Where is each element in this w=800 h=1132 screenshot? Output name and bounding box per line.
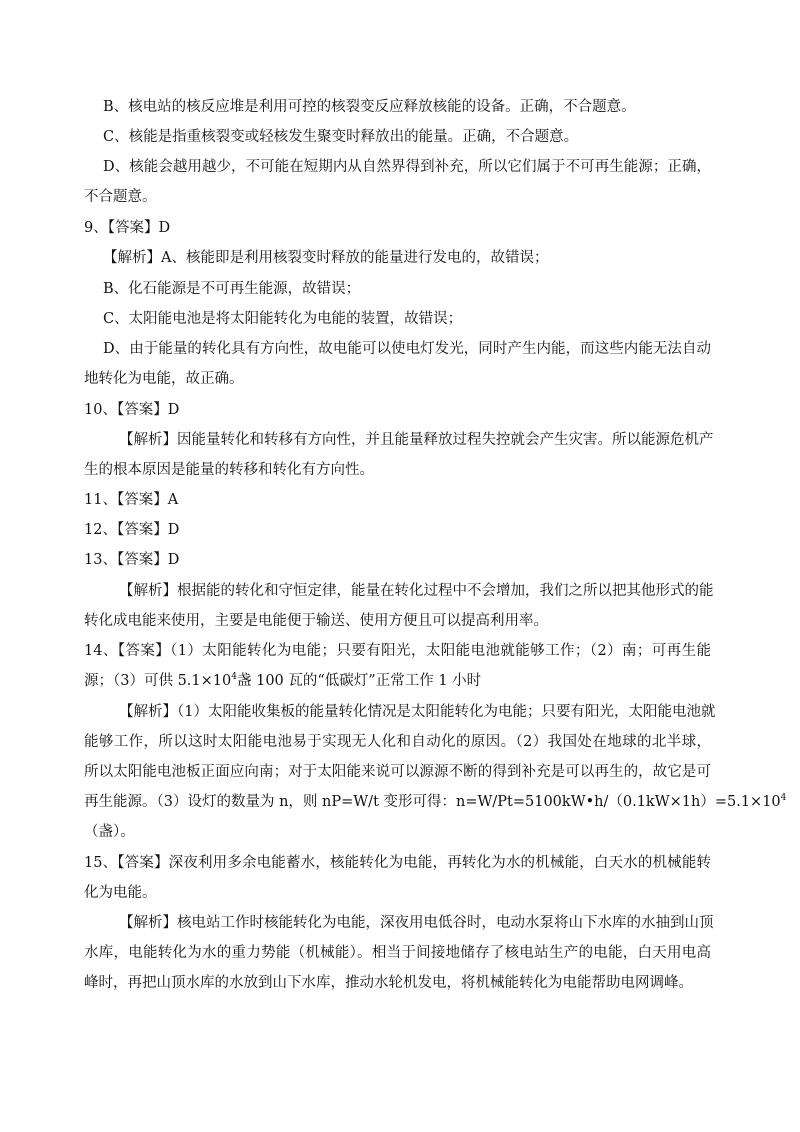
answer-12: 12、【答案】D: [84, 522, 180, 538]
answer-13: 13、【答案】D: [84, 552, 180, 568]
analysis-9-b: B、化石能源是不可再生能源，故错误；: [103, 281, 361, 297]
analysis-10: 【解析】因能量转化和转移有方向性，并且能量释放过程失控就会产生灾害。所以能源危机产: [119, 432, 714, 448]
analysis-9-c: C、太阳能电池是将太阳能转化为电能的装置，故错误；: [103, 311, 463, 327]
analysis-14-line-4: [84, 792, 786, 812]
analysis-14-line-3: 所以太阳能电池板正面应向南；对于太阳能来说可以源源不断的得到补充是可以再生的，故它是可: [84, 764, 711, 780]
analysis-14-formula: 再生能源。（3）设灯的数量为 n，则 nP=W/t 变形可得：n=W/Pt=5100kW•h/（0.1kW×1h）=5.1×10: [84, 794, 781, 810]
analysis-13-continued: 转化成电能来使用，主要是电能便于输送、使用方便且可以提高利用率。: [84, 613, 548, 629]
answer-10: 10、【答案】D: [84, 402, 180, 418]
analysis-14-exponent: 4: [780, 793, 787, 804]
line-d-nonrenewable: D、核能会越用越少，不可能在短期内从自然界得到补充，所以它们属于不可再生能源；正确，: [103, 159, 711, 175]
analysis-15-line-3: 峰时，再把山顶水库的水放到山下水库，推动水轮机发电，将机械能转化为电能帮助电网调峰。: [84, 975, 693, 991]
analysis-15-line-1: 【解析】核电站工作时核能转化为电能，深夜用电低谷时，电动水泵将山下水库的水抽到山顶: [119, 915, 714, 931]
analysis-15-line-2: 水库，电能转化为水的重力势能（机械能）。相当于间接地储存了核电站生产的电能，白天用电高: [84, 945, 711, 961]
answer-14-continued: [84, 671, 481, 691]
analysis-9-d: D、由于能量的转化具有方向性，故电能可以使电灯发光，同时产生内能，而这些内能无法自动: [103, 341, 711, 357]
answer-11: 11、【答案】A: [84, 492, 179, 508]
analysis-13: 【解析】根据能的转化和守恒定律，能量在转化过程中不会增加，我们之所以把其他形式的能: [119, 583, 714, 599]
line-c-nuclear-energy: C、核能是指重核裂变或轻核发生聚变时释放出的能量。正确，不合题意。: [103, 129, 579, 145]
line-d-continued: 不合题意。: [84, 189, 157, 205]
answer-14-part-a: 源；（3）可供 5.1×10: [84, 673, 232, 689]
analysis-14-line-2: 能够工作，所以这时太阳能电池易于实现无人化和自动化的原因。（2）我国处在地球的北半球，: [84, 734, 711, 750]
analysis-14-line-5: （盏）。: [84, 824, 135, 840]
line-b-nuclear-reactor: B、核电站的核反应堆是利用可控的核裂变反应释放核能的设备。正确，不合题意。: [103, 99, 636, 115]
analysis-10-continued: 生的根本原因是能量的转移和转化有方向性。: [84, 462, 374, 478]
answer-14-exponent: 4: [231, 672, 237, 683]
answer-9: 9、【答案】D: [84, 220, 171, 236]
answer-15-continued: 化为电能。: [84, 885, 157, 901]
answer-14: 14、【答案】（1）太阳能转化为电能；只要有阳光，太阳能电池就能够工作；（2）南；可再生能: [84, 643, 711, 659]
answer-15: 15、【答案】深夜利用多余电能蓄水，核能转化为电能，再转化为水的机械能，白天水的机械能转: [84, 855, 711, 871]
answer-14-part-b: 盏 100 瓦的“低碳灯”正常工作 1 小时: [236, 673, 482, 689]
analysis-14-line-1: 【解析】（1）太阳能收集板的能量转化情况是太阳能转化为电能；只要有阳光，太阳能电池就: [119, 704, 716, 720]
analysis-9-d-continued: 地转化为电能，故正确。: [84, 371, 244, 387]
analysis-9-a: 【解析】A、核能即是利用核裂变时释放的能量进行发电的，故错误；: [103, 250, 549, 266]
